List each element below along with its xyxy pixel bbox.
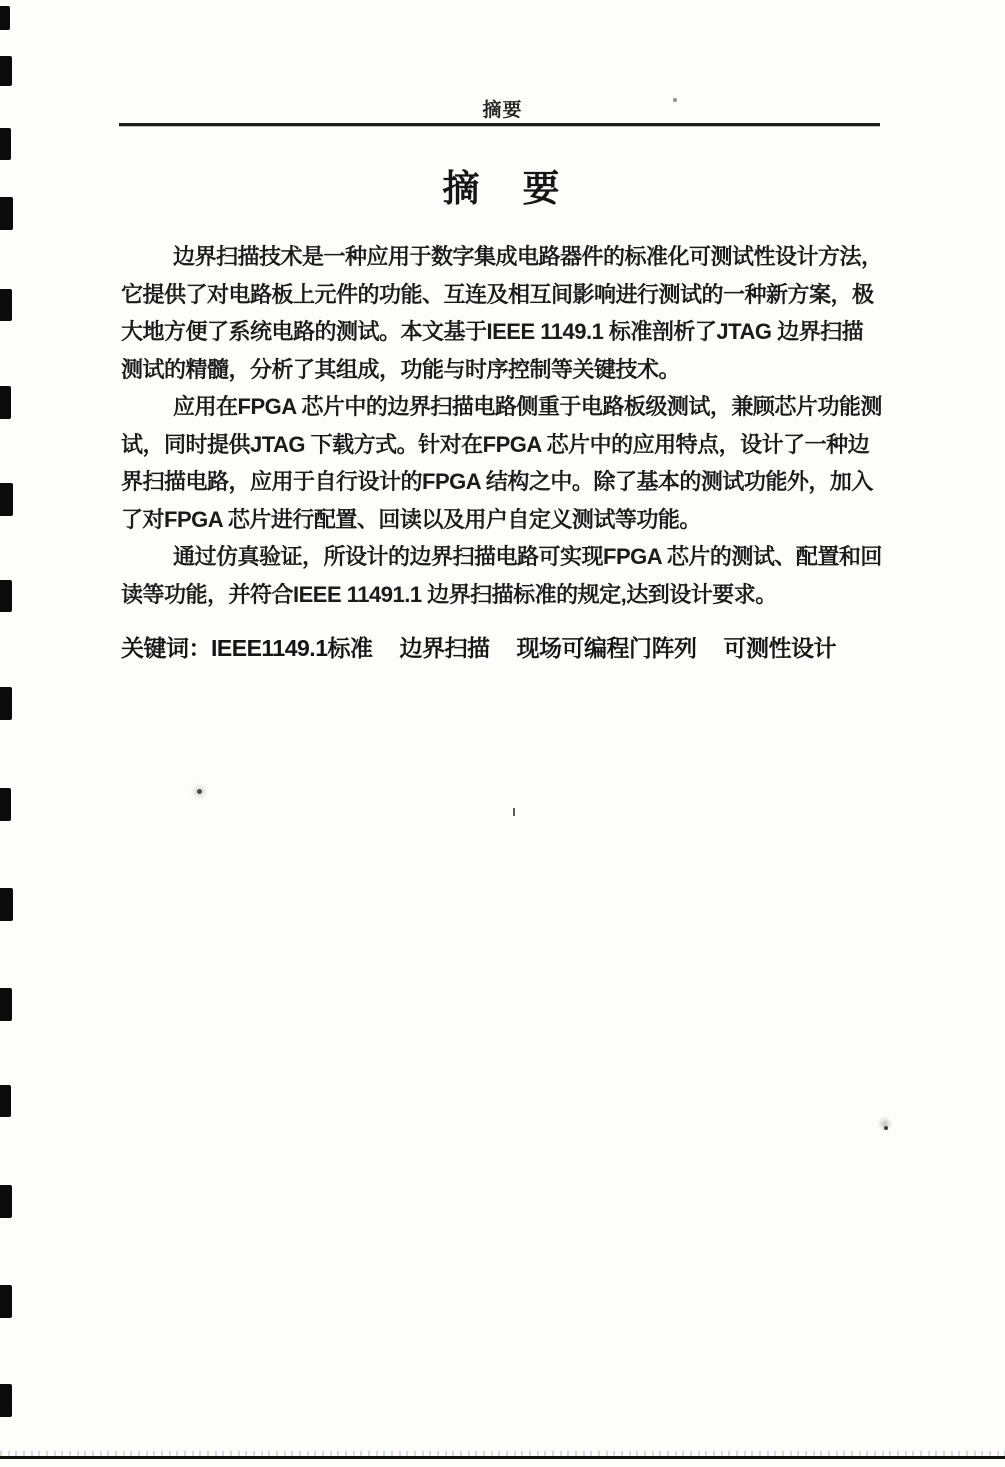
text-line: 读等功能，并符合IEEE 11491.1 边界扫描标准的规定,达到设计要求。 [121,581,777,607]
scan-speckle [673,98,677,102]
scan-mark-left [0,1085,11,1117]
text-line: 边界扫描技术是一种应用于数字集成电路器件的标准化可测试性设计方法， [173,244,883,269]
text-line: 了对FPGA 芯片进行配置、回读以及用户自定义测试等功能。 [121,506,701,532]
text-line: 大地方便了系统电路的测试。本文基于IEEE 1149.1 标准剖析了JTAG 边界扫描 [121,319,864,344]
scan-mark-left [0,483,13,516]
scan-mark-left [0,289,12,321]
keywords-label: 关键词： [121,635,211,661]
keyword-item: 现场可编程门阵列 [516,635,697,661]
keywords-line [121,630,901,663]
scan-speckle [513,808,515,816]
scan-mark-left [0,580,12,612]
scan-mark-left [0,1185,12,1218]
text-line: 应用在FPGA 芯片中的边界扫描电路侧重于电路板级测试，兼顾芯片功能测 [173,394,882,419]
scan-mark-left [0,1285,12,1318]
header-rule [119,123,880,126]
keyword-item: IEEE1149.1标准 [211,635,373,661]
scan-mark-left [0,888,13,921]
scan-mark-left [0,56,12,86]
running-header-title: 摘要 [482,100,523,121]
text-line: 测试的精髓，分析了其组成，功能与时序控制等关键技术。 [121,356,681,382]
scan-mark-left [0,988,12,1021]
scan-speckle [884,1126,888,1130]
scan-mark-left [0,386,11,419]
scan-mark-left [0,6,10,30]
text-line: 通过仿真验证，所设计的边界扫描电路可实现FPGA 芯片的测试、配置和回 [173,544,882,569]
scan-speckle [197,789,202,794]
scan-mark-left [0,788,11,821]
abstract-body [121,238,885,613]
keyword-item: 边界扫描 [399,635,490,661]
scan-mark-left [0,128,11,160]
text-line: 界扫描电路，应用于自行设计的FPGA 结构之中。除了基本的测试功能外，加入 [121,469,873,494]
scan-mark-left [0,687,12,720]
text-line: 试，同时提供JTAG 下载方式。针对在FPGA 芯片中的应用特点，设计了一种边 [121,431,870,457]
text-line: 它提供了对电路板上元件的功能、互连及相互间影响进行测试的一种新方案，极 [121,281,874,307]
footer-rule [0,1456,1005,1459]
scan-mark-left [0,1384,12,1417]
page-title: 摘 要 [442,168,563,209]
keyword-item: 可测性设计 [723,635,836,661]
